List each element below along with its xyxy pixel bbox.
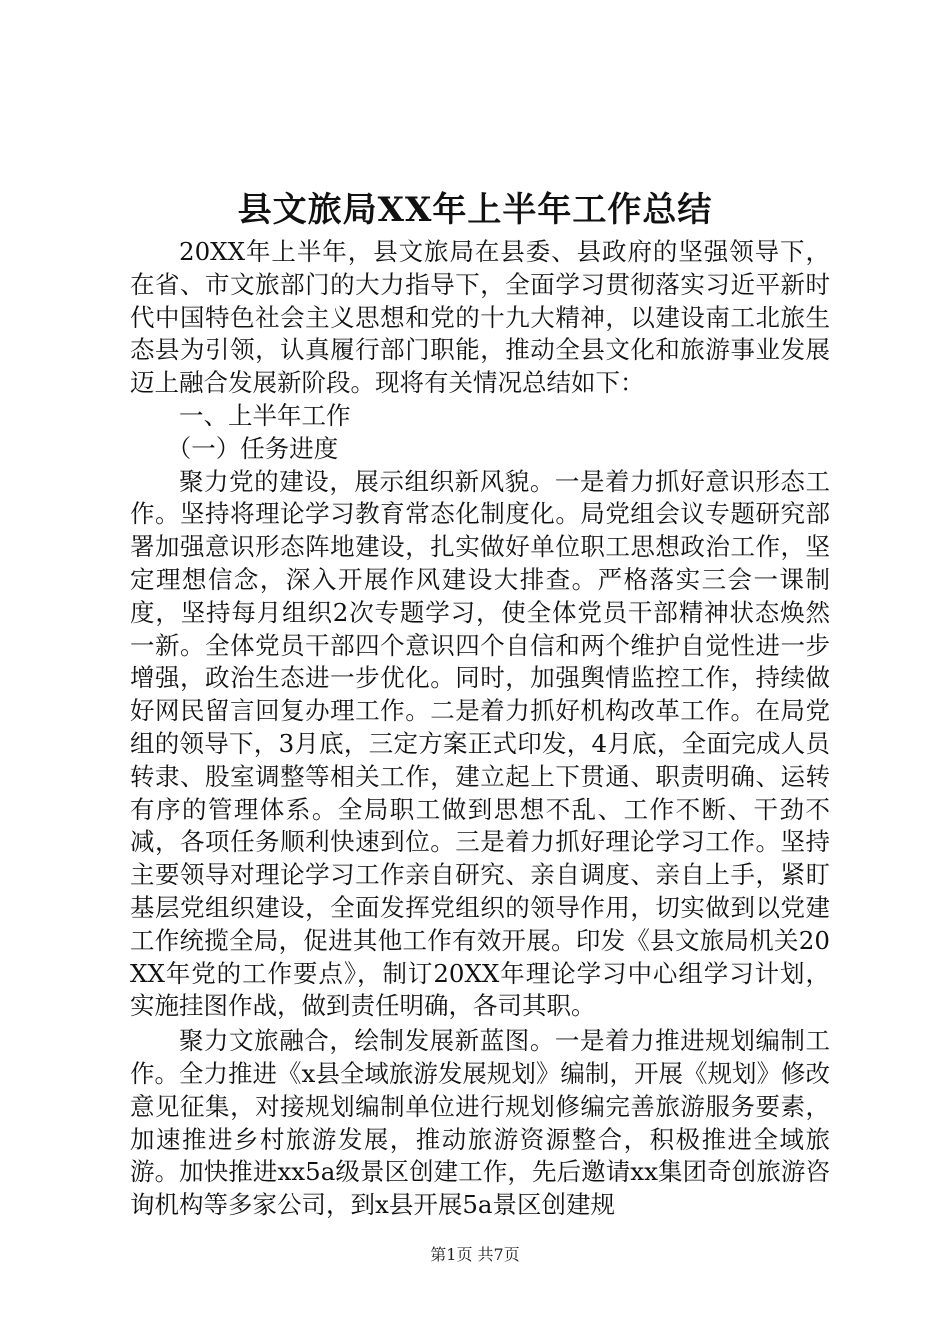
page-footer: 第1页 共7页 bbox=[430, 1245, 520, 1264]
culture-tourism-paragraph: 聚力文旅融合，绘制发展新蓝图。一是着力推进规划编制工作。全力推进《x县全域旅游发展规划》编制，开展《规划》修改意见征集，对接规划编制单位进行规划修编完善旅游服务要素，加速推进乡村旅游发展，推动旅游资源整合，积极推进全域旅游。加快推进xx5a级景区创建工作，先后邀请xx集团奇创旅游咨询机构等多家公司，到x县开展5a景区创建规 bbox=[130, 1026, 830, 1220]
section-heading: 一、上半年工作 bbox=[179, 400, 351, 430]
document-body bbox=[130, 236, 830, 1222]
subsection-heading: （一）任务进度 bbox=[166, 433, 339, 463]
intro-paragraph: 20XX年上半年，县文旅局在县委、县政府的坚强领导下，在省、市文旅部门的大力指导下，全面学习贯彻落实习近平新时代中国特色社会主义思想和党的十九大精神，以建设南工北旅生态县为引领，认真履行部门职能，推动全县文化和旅游事业发展迈上融合发展新阶段。现将有关情况总结如下： bbox=[130, 237, 830, 398]
document-title: 县文旅局XX年上半年工作总结 bbox=[237, 190, 713, 230]
party-building-paragraph: 聚力党的建设，展示组织新风貌。一是着力抓好意识形态工作。坚持将理论学习教育常态化制度化。局党组会议专题研究部署加强意识形态阵地建设，扎实做好单位职工思想政治工作，坚定理想信念，深入开展作风建设大排查。严格落实三会一课制度，坚持每月组织2次专题学习，使全体党员干部精神状态焕然一新。全体党员干部四个意识四个自信和两个维护自觉性进一步增强，政治生态进一步优化。同时，加强舆情监控工作，持续做好网民留言回复办理工作。二是着力抓好机构改革工作。在局党组的领导下，3月底，三定方案正式印发，4月底，全面完成人员转隶、股室调整等相关工作，建立起上下贯通、职责明确、运转有序的管理体系。全局职工做到思想不乱、工作不断、干劲不减，各项任务顺利快速到位。三是着力抓好理论学习工作。坚持主要领导对理论学习工作亲自研究、亲自调度、亲自上手，紧盯基层党组织建设，全面发挥党组织的领导作用，切实做到以党建工作统揽全局，促进其他工作有效开展。印发《县文旅局机关20XX年党的工作要点》，制订20XX年理论学习中心组学习计划，实施挂图作战，做到责任明确，各司其职。 bbox=[130, 466, 830, 1021]
